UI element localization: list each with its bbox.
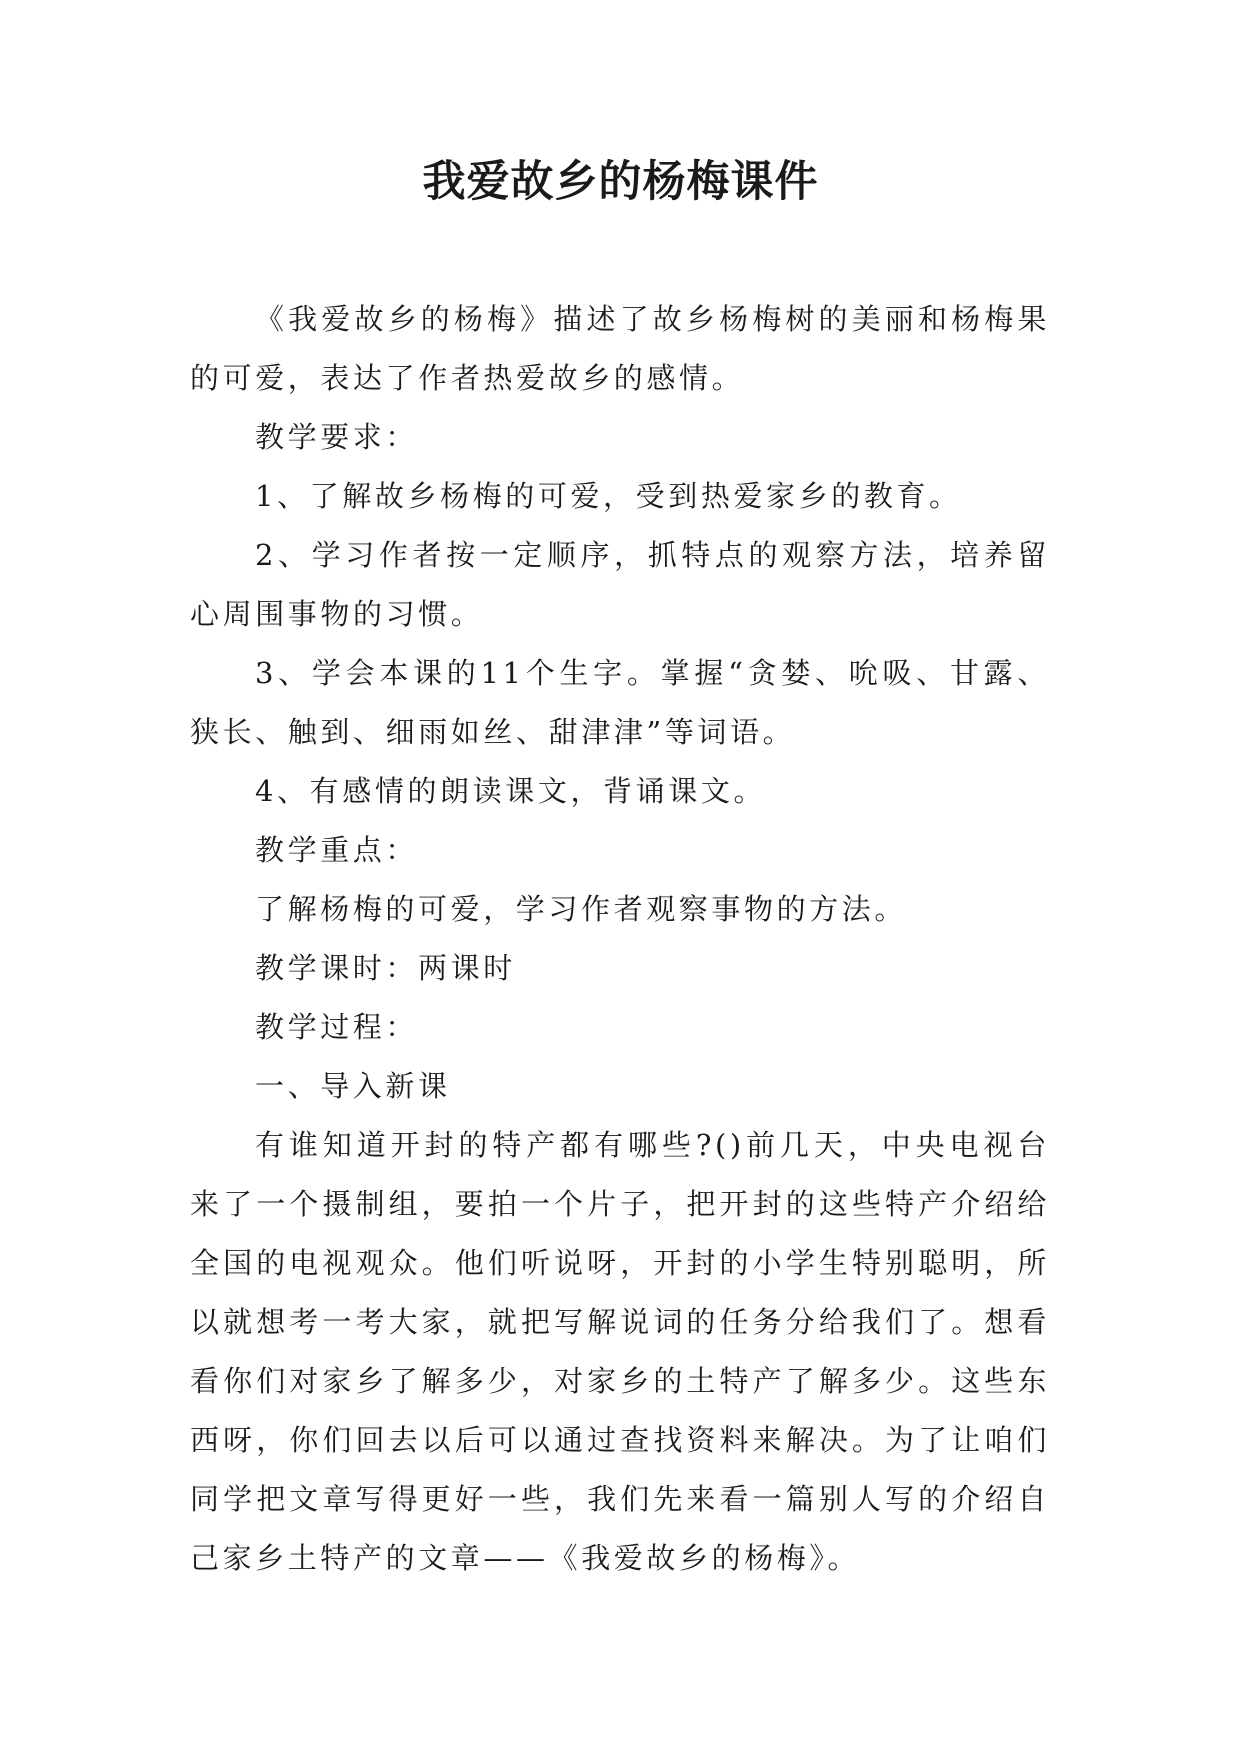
requirement-item-2: 2、学习作者按一定顺序，抓特点的观察方法，培养留心周围事物的习惯。 xyxy=(190,538,1050,631)
heading-teaching-requirements: 教学要求： xyxy=(255,420,419,454)
paragraph-teaching-focus: 了解杨梅的可爱，学习作者观察事物的方法。 xyxy=(255,892,908,926)
paragraph-introduction-lesson: 有谁知道开封的特产都有哪些?()前几天，中央电视台来了一个摄制组，要拍一个片子，把开封的这些特产介绍给全国的电视观众。他们听说呀，开封的小学生特别聪明，所以就想考一考大家，就把写解说词的任务分给我们了。想看看你们对家乡了解多少，对家乡的土特产了解多少。这些东西呀，你们回去以后可以通过查找资料来解决。为了让咱们同学把文章写得更好一些，我们先来看一篇别人写的介绍自己家乡土特产的文章——《我爱故乡的杨梅》。 xyxy=(190,1128,1050,1575)
paragraph-intro: 《我爱故乡的杨梅》描述了故乡杨梅树的美丽和杨梅果的可爱，表达了作者热爱故乡的感情。 xyxy=(190,302,1050,395)
heading-section-1: 一、导入新课 xyxy=(255,1069,451,1103)
requirement-item-3: 3、学会本课的11个生字。掌握“贪婪、吮吸、甘露、狭长、触到、细雨如丝、甜津津”等词语。 xyxy=(190,656,1050,749)
heading-teaching-focus: 教学重点： xyxy=(255,833,419,867)
paragraph-class-hours: 教学课时：两课时 xyxy=(255,951,516,985)
document-body xyxy=(190,290,1050,1588)
heading-teaching-process: 教学过程： xyxy=(255,1010,419,1044)
requirement-item-1: 1、了解故乡杨梅的可爱，受到热爱家乡的教育。 xyxy=(255,479,962,513)
document-title: 我爱故乡的杨梅课件 xyxy=(422,157,819,207)
requirement-item-4: 4、有感情的朗读课文，背诵课文。 xyxy=(255,774,767,808)
